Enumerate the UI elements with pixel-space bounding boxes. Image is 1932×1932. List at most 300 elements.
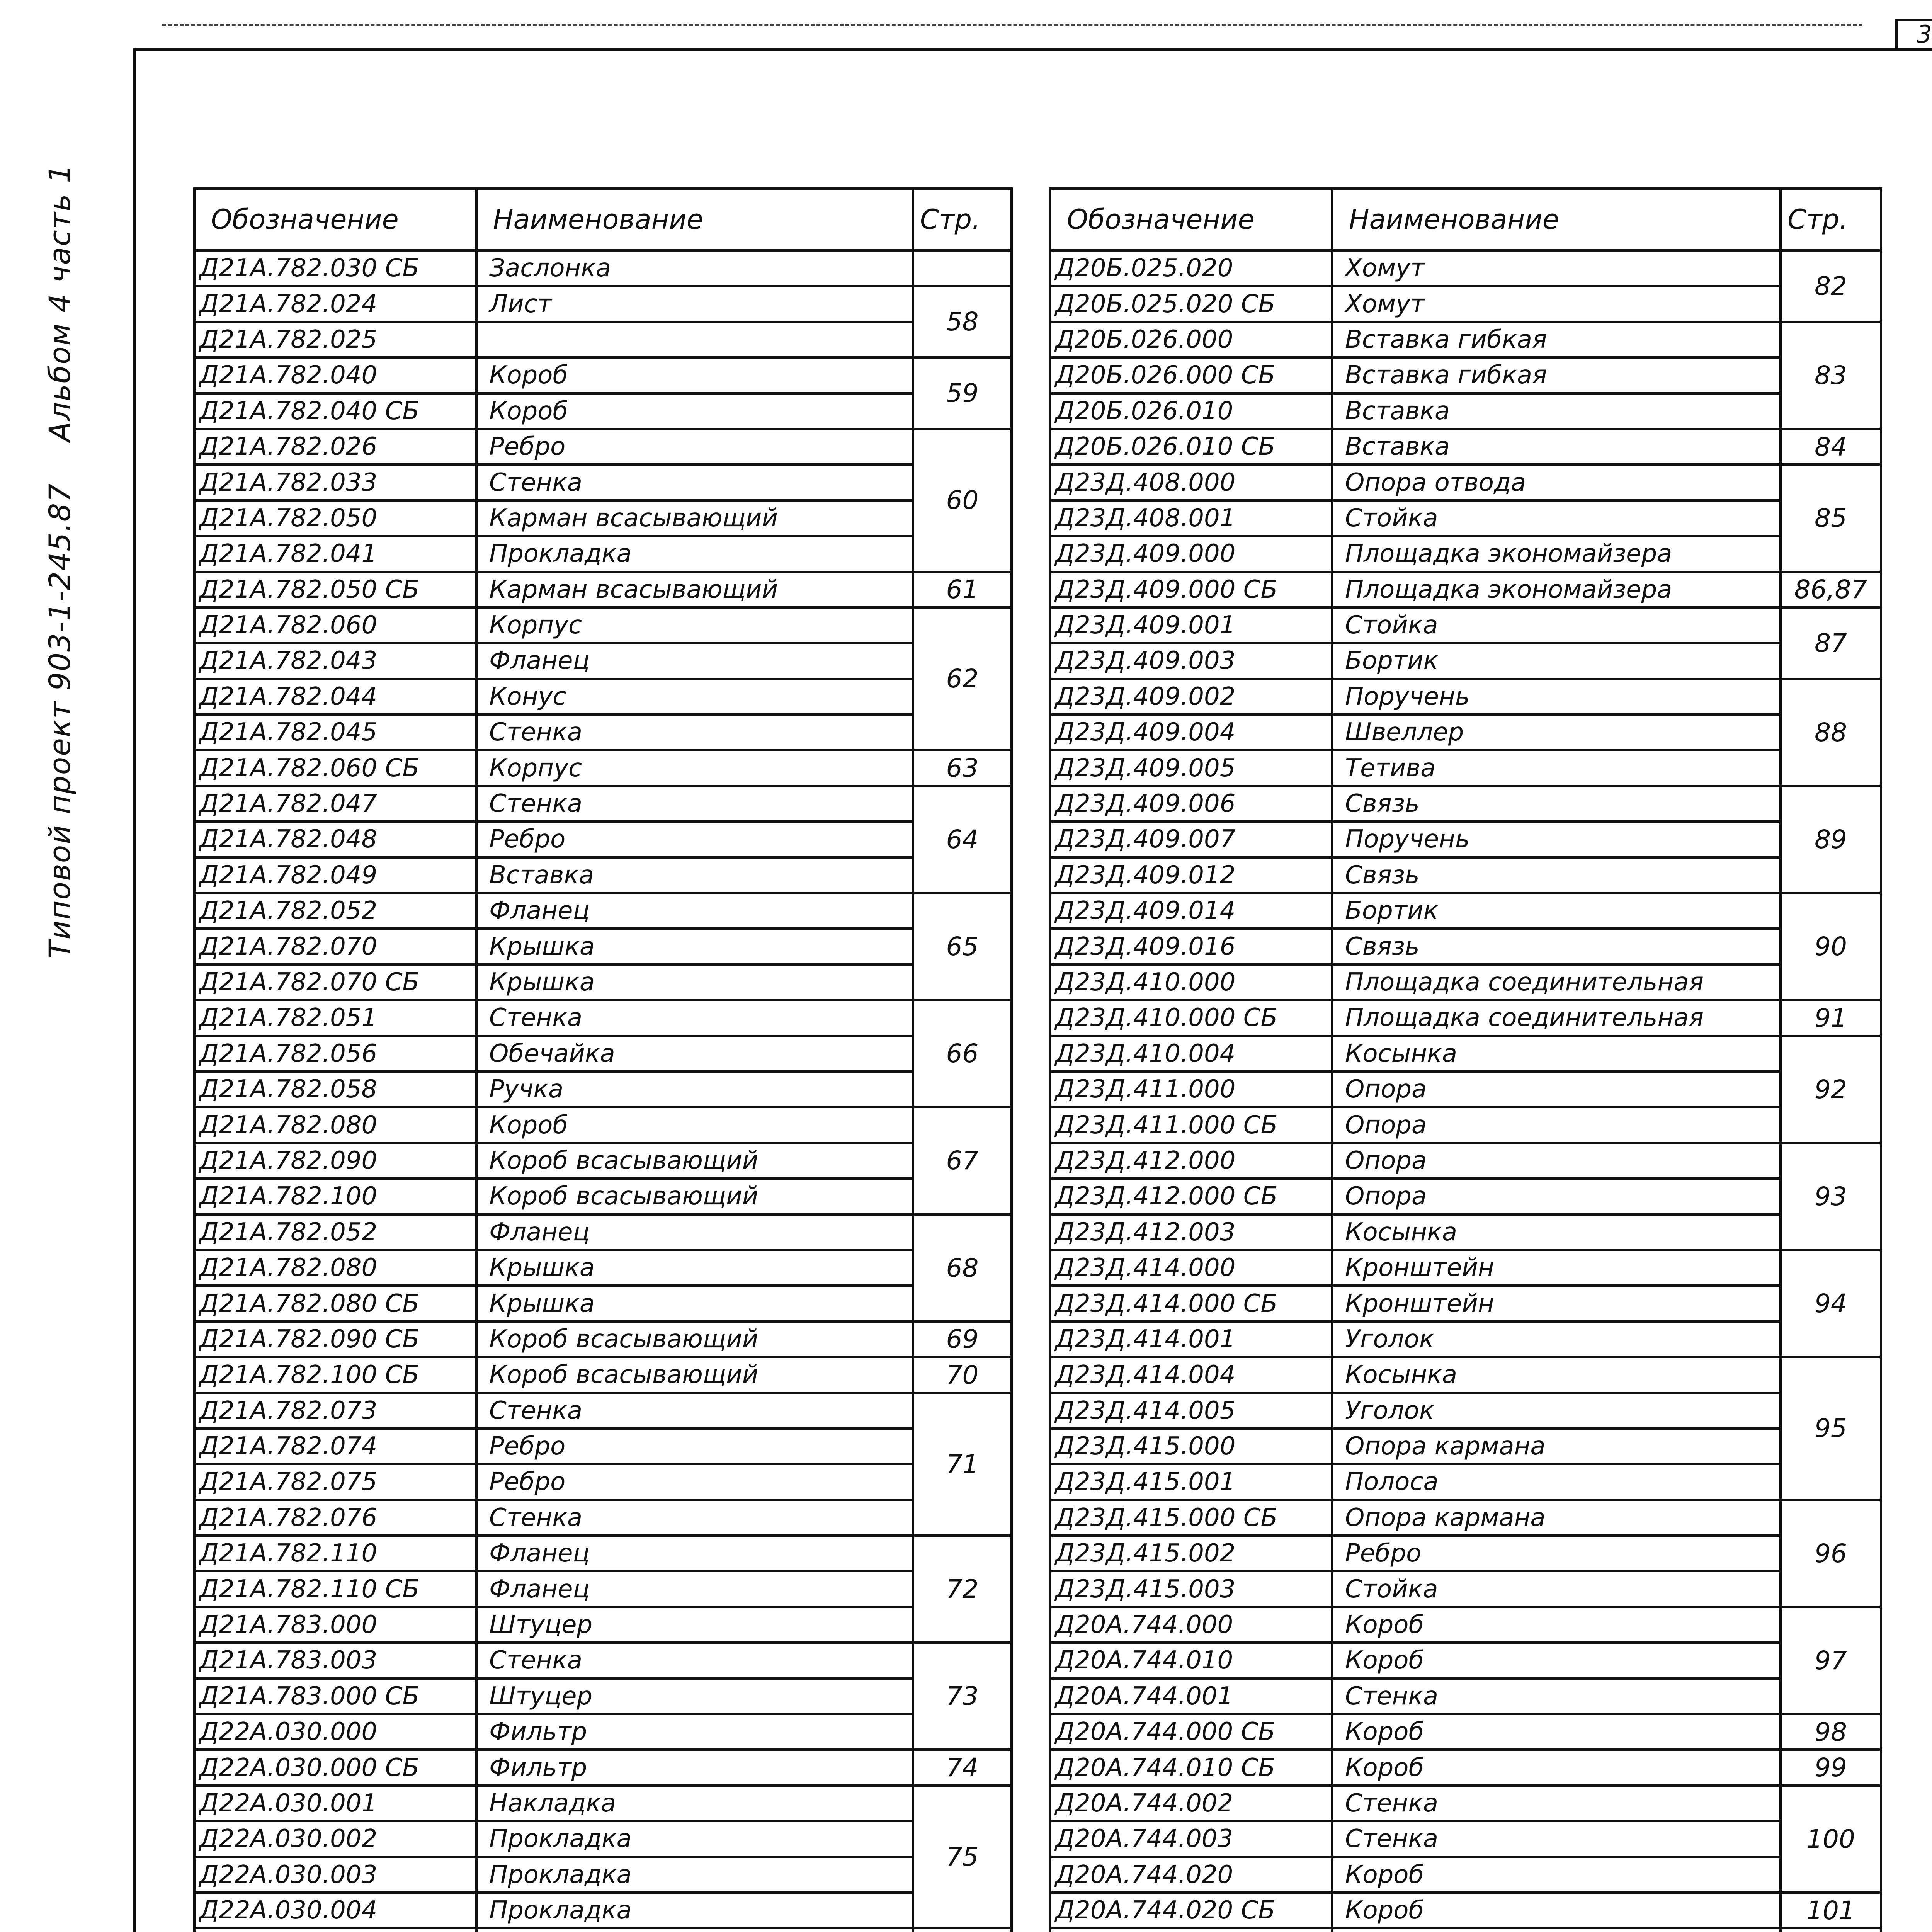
designation-cell: Д20А.744.000 [1050, 1607, 1332, 1643]
name-cell: Связь [1332, 857, 1781, 893]
sheet-number: 3 [1895, 19, 1932, 50]
designation-cell: Д21А.782.052 [194, 1214, 476, 1250]
table-row [194, 1000, 1012, 1036]
page-cell [1781, 1928, 1881, 1932]
page-cell: 58 [913, 286, 1012, 357]
page-cell: 85 [1781, 464, 1881, 571]
name-cell: Площадка соединительная [1332, 1000, 1781, 1036]
designation-cell: Д21А.782.051 [194, 1000, 476, 1036]
table-row [194, 1250, 1012, 1286]
designation-cell: Д21А.782.070 [194, 929, 476, 964]
page-cell: 82 [1781, 250, 1881, 322]
name-cell: Вставка гибкая [1332, 357, 1781, 393]
page-cell: 101 [1781, 1893, 1881, 1928]
designation-cell: Д21А.782.075 [194, 1464, 476, 1500]
designation-cell: Д23Д.414.005 [1050, 1393, 1332, 1429]
table-row [194, 572, 1012, 607]
table-row [194, 1928, 1012, 1932]
designation-cell: Д22А.030.004 [194, 1893, 476, 1928]
designation-cell: Д23Д.410.000 СБ [1050, 1000, 1332, 1036]
table-row [1050, 750, 1881, 786]
table-row [1050, 929, 1881, 964]
designation-cell: Д21А.782.049 [194, 857, 476, 893]
designation-cell: Д20А.744.003 [1050, 1821, 1332, 1857]
designation-cell: Д21А.782.033 [194, 464, 476, 500]
header-name: Наименование [476, 189, 913, 250]
name-cell: Опора [1332, 1143, 1781, 1179]
name-cell: Стойка [1332, 607, 1781, 643]
designation-cell: Д23Д.415.003 [1050, 1571, 1332, 1607]
name-cell: Стенка [476, 714, 913, 750]
table-row [194, 1786, 1012, 1821]
table-row [1050, 536, 1881, 571]
table-row [1050, 1000, 1881, 1036]
table-row [1050, 1928, 1881, 1932]
page-cell: 70 [913, 1357, 1012, 1393]
page-cell: 83 [1781, 322, 1881, 429]
designation-cell: Д21А.782.045 [194, 714, 476, 750]
table-row [194, 1214, 1012, 1250]
designation-cell: Д21А.782.056 [194, 1036, 476, 1071]
designation-cell: Д20А.744.020 [1050, 1857, 1332, 1893]
page-cell: 59 [913, 357, 1012, 429]
table-row [1050, 1821, 1881, 1857]
name-cell: Тетива [1332, 750, 1781, 786]
name-cell: Вставка гибкая [1332, 322, 1781, 357]
designation-cell: Д23Д.409.000 СБ [1050, 572, 1332, 607]
designation-cell: Д23Д.409.016 [1050, 929, 1332, 964]
name-cell: Бортик [1332, 893, 1781, 929]
table-row [1050, 322, 1881, 357]
table-row [1050, 1714, 1881, 1750]
name-cell: Фильтр [476, 1750, 913, 1785]
page-cell: 64 [913, 786, 1012, 893]
page-cell: 89 [1781, 786, 1881, 893]
designation-cell: Д20Б.026.000 СБ [1050, 357, 1332, 393]
designation-cell: Д23Д.415.002 [1050, 1536, 1332, 1571]
name-cell: Фланец [476, 893, 913, 929]
name-cell: Корпус [476, 607, 913, 643]
table-row [1050, 1571, 1881, 1607]
name-cell: Крышка [476, 964, 913, 1000]
header-designation: Обозначение [1050, 189, 1332, 250]
designation-cell: Д23Д.409.006 [1050, 786, 1332, 821]
name-cell: Ребро [476, 1429, 913, 1464]
page-cell: 75 [913, 1786, 1012, 1929]
table-row [194, 1571, 1012, 1607]
designation-cell: Д22А.030.001 [194, 1786, 476, 1821]
side-album: Альбом 4 часть 1 [43, 163, 77, 442]
name-cell: Вставка [1332, 393, 1781, 429]
name-cell: Карман всасывающий [476, 572, 913, 607]
name-cell: Короб всасывающий [476, 1143, 913, 1179]
name-cell: Прокладка [476, 1893, 913, 1928]
name-cell: Фильтр [476, 1714, 913, 1750]
right-header-row [1050, 189, 1881, 250]
designation-cell: Д23Д.409.002 [1050, 679, 1332, 714]
table-row [1050, 893, 1881, 929]
name-cell: Штуцер [476, 1679, 913, 1714]
table-row [1050, 857, 1881, 893]
name-cell: Ребро [476, 1464, 913, 1500]
name-cell: Ребро [1332, 1536, 1781, 1571]
table-row [194, 1179, 1012, 1214]
page-cell: 65 [913, 893, 1012, 1000]
side-label [43, 163, 81, 958]
name-cell: Стенка [476, 1393, 913, 1429]
name-cell: Поручень [1332, 821, 1781, 857]
name-cell: Корпус [476, 750, 913, 786]
name-cell: Кронштейн [1332, 1286, 1781, 1321]
table-row [194, 1714, 1012, 1750]
table-row [1050, 1750, 1881, 1785]
table-row [194, 1536, 1012, 1571]
table-row [194, 929, 1012, 964]
table-row [1050, 429, 1881, 464]
page-cell: 68 [913, 1214, 1012, 1321]
designation-cell [194, 1928, 476, 1932]
designation-cell: Д21А.782.080 [194, 1250, 476, 1286]
page-cell: 67 [913, 1107, 1012, 1214]
designation-cell: Д21А.782.090 [194, 1143, 476, 1179]
designation-cell: Д20А.744.020 СБ [1050, 1893, 1332, 1928]
table-row [1050, 1393, 1881, 1429]
name-cell: Короб [1332, 1857, 1781, 1893]
designation-cell: Д23Д.409.004 [1050, 714, 1332, 750]
designation-cell: Д21А.782.043 [194, 643, 476, 679]
name-cell: Короб [1332, 1893, 1781, 1928]
table-row [1050, 1036, 1881, 1071]
table-row [1050, 1857, 1881, 1893]
table-row [194, 250, 1012, 286]
name-cell: Косынка [1332, 1357, 1781, 1393]
name-cell: Короб [1332, 1750, 1781, 1785]
designation-cell: Д21А.782.048 [194, 821, 476, 857]
name-cell: Фланец [476, 643, 913, 679]
table-row [1050, 1107, 1881, 1143]
designation-cell: Д21А.782.041 [194, 536, 476, 571]
name-cell: Штуцер [476, 1607, 913, 1643]
designation-cell: Д21А.782.070 СБ [194, 964, 476, 1000]
designation-cell: Д21А.782.050 [194, 500, 476, 536]
table-row [194, 357, 1012, 393]
name-cell: Опора отвода [1332, 464, 1781, 500]
table-row [1050, 1893, 1881, 1928]
designation-cell: Д21А.782.047 [194, 786, 476, 821]
page-cell: 66 [913, 1000, 1012, 1107]
name-cell: Вставка [476, 857, 913, 893]
designation-cell: Д21А.782.044 [194, 679, 476, 714]
left-spec-table [193, 187, 1013, 1932]
designation-cell: Д20Б.026.010 [1050, 393, 1332, 429]
designation-cell: Д23Д.409.014 [1050, 893, 1332, 929]
designation-cell: Д20Б.026.010 СБ [1050, 429, 1332, 464]
table-row [1050, 643, 1881, 679]
table-row [194, 1679, 1012, 1714]
table-row [194, 1357, 1012, 1393]
name-cell: Фланец [476, 1571, 913, 1607]
name-cell: Конус [476, 679, 913, 714]
page-cell: 98 [1781, 1714, 1881, 1750]
designation-cell: Д21А.783.000 [194, 1607, 476, 1643]
designation-cell: Д22А.030.000 [194, 1714, 476, 1750]
designation-cell: Д23Д.408.001 [1050, 500, 1332, 536]
name-cell: Короб всасывающий [476, 1321, 913, 1357]
name-cell: Прокладка [476, 1821, 913, 1857]
header-designation: Обозначение [194, 189, 476, 250]
name-cell: Площадка экономайзера [1332, 572, 1781, 607]
name-cell: Ручка [476, 1071, 913, 1107]
table-row [1050, 1679, 1881, 1714]
designation-cell: Д21А.782.110 СБ [194, 1571, 476, 1607]
designation-cell: Д22А.030.003 [194, 1857, 476, 1893]
table-row [1050, 786, 1881, 821]
designation-cell: Д20Б.026.000 [1050, 322, 1332, 357]
table-row [194, 1643, 1012, 1678]
page-cell: 93 [1781, 1143, 1881, 1250]
table-row [194, 821, 1012, 857]
page-cell: 61 [913, 572, 1012, 607]
name-cell: Стойка [1332, 500, 1781, 536]
page-cell: 72 [913, 1536, 1012, 1643]
table-row [1050, 464, 1881, 500]
table-row [1050, 714, 1881, 750]
table-row [194, 1607, 1012, 1643]
right-spec-table [1049, 187, 1882, 1932]
name-cell: Площадка экономайзера [1332, 536, 1781, 571]
page-cell: 86,87 [1781, 572, 1881, 607]
table-row [194, 643, 1012, 679]
table-row [194, 1429, 1012, 1464]
designation-cell: Д23Д.410.000 [1050, 964, 1332, 1000]
designation-cell: Д23Д.409.005 [1050, 750, 1332, 786]
designation-cell: Д23Д.414.000 [1050, 1250, 1332, 1286]
designation-cell: Д21А.782.076 [194, 1500, 476, 1536]
name-cell: Полоса [1332, 1464, 1781, 1500]
name-cell [476, 322, 913, 357]
name-cell: Короб [476, 1107, 913, 1143]
name-cell: Короб всасывающий [476, 1357, 913, 1393]
table-row [1050, 1786, 1881, 1821]
designation-cell: Д23Д.415.000 [1050, 1429, 1332, 1464]
table-row [194, 1857, 1012, 1893]
designation-cell: Д23Д.409.003 [1050, 643, 1332, 679]
designation-cell: Д21А.782.074 [194, 1429, 476, 1464]
designation-cell: Д23Д.411.000 [1050, 1071, 1332, 1107]
name-cell: Короб [476, 393, 913, 429]
name-cell: Стенка [476, 1000, 913, 1036]
designation-cell: Д21А.782.025 [194, 322, 476, 357]
page-cell: 73 [913, 1643, 1012, 1750]
name-cell: Ребро [476, 429, 913, 464]
name-cell: Короб [1332, 1607, 1781, 1643]
designation-cell: Д21А.782.026 [194, 429, 476, 464]
designation-cell: Д21А.782.090 СБ [194, 1321, 476, 1357]
side-project: Типовой проект 903-1-245.87 [43, 483, 77, 958]
table-row [1050, 1643, 1881, 1678]
page-cell: 92 [1781, 1036, 1881, 1143]
designation-cell: Д21А.782.040 СБ [194, 393, 476, 429]
table-row [1050, 1357, 1881, 1393]
page-cell: 99 [1781, 1750, 1881, 1785]
name-cell: Стенка [476, 1643, 913, 1678]
name-cell: Накладка [476, 1786, 913, 1821]
designation-cell: Д20Б.025.020 СБ [1050, 286, 1332, 321]
designation-cell: Д22А.030.002 [194, 1821, 476, 1857]
name-cell: Прокладка [476, 536, 913, 571]
name-cell: Косынка [1332, 1036, 1781, 1071]
left-header-row [194, 189, 1012, 250]
name-cell: Короб [1332, 1714, 1781, 1750]
name-cell: Фланец [476, 1214, 913, 1250]
table-row [194, 1821, 1012, 1857]
table-row [194, 1893, 1012, 1928]
table-row [1050, 572, 1881, 607]
table-row [194, 893, 1012, 929]
name-cell: Уголок [1332, 1321, 1781, 1357]
designation-cell: Д23Д.414.000 СБ [1050, 1286, 1332, 1321]
designation-cell: Д20А.744.002 [1050, 1786, 1332, 1821]
name-cell: Бортик [1332, 643, 1781, 679]
designation-cell: Д23Д.409.012 [1050, 857, 1332, 893]
page-cell: 60 [913, 429, 1012, 572]
designation-cell: Д21А.782.024 [194, 286, 476, 321]
name-cell: Стойка [1332, 1571, 1781, 1607]
page-cell: 97 [1781, 1607, 1881, 1714]
table-row [1050, 1250, 1881, 1286]
designation-cell: Д23Д.412.000 [1050, 1143, 1332, 1179]
designation-cell: Д21А.782.052 [194, 893, 476, 929]
table-row [194, 500, 1012, 536]
name-cell: Крышка [476, 929, 913, 964]
table-row [194, 286, 1012, 321]
designation-cell: Д23Д.412.000 СБ [1050, 1179, 1332, 1214]
name-cell: Обечайка [476, 1036, 913, 1071]
designation-cell: Д21А.782.100 [194, 1179, 476, 1214]
table-row [194, 1036, 1012, 1071]
designation-cell: Д20Б.025.020 [1050, 250, 1332, 286]
page-cell: 90 [1781, 893, 1881, 1000]
name-cell: Стенка [476, 1500, 913, 1536]
name-cell: Вставка [1332, 429, 1781, 464]
name-cell: Ребро [476, 821, 913, 857]
table-row [194, 1071, 1012, 1107]
table-row [1050, 286, 1881, 321]
designation-cell: Д21А.782.100 СБ [194, 1357, 476, 1393]
designation-cell [1050, 1928, 1332, 1932]
table-row [194, 1464, 1012, 1500]
name-cell: Крышка [476, 1286, 913, 1321]
table-row [1050, 1500, 1881, 1536]
table-row [194, 750, 1012, 786]
name-cell: Лист [476, 286, 913, 321]
table-row [194, 1107, 1012, 1143]
table-row [1050, 1071, 1881, 1107]
designation-cell: Д21А.782.050 СБ [194, 572, 476, 607]
table-row [194, 786, 1012, 821]
name-cell: Карман всасывающий [476, 500, 913, 536]
name-cell: Фланец [476, 1536, 913, 1571]
name-cell: Стенка [1332, 1679, 1781, 1714]
designation-cell: Д23Д.409.007 [1050, 821, 1332, 857]
designation-cell: Д23Д.411.000 СБ [1050, 1107, 1332, 1143]
name-cell: Кронштейн [1332, 1250, 1781, 1286]
table-row [194, 1500, 1012, 1536]
table-row [194, 322, 1012, 357]
name-cell: Уголок [1332, 1393, 1781, 1429]
designation-cell: Д21А.782.080 [194, 1107, 476, 1143]
page-cell: 71 [913, 1393, 1012, 1536]
name-cell: Хомут [1332, 286, 1781, 321]
name-cell [1332, 1928, 1781, 1932]
designation-cell: Д20А.744.010 СБ [1050, 1750, 1332, 1785]
table-row [1050, 250, 1881, 286]
designation-cell: Д23Д.410.004 [1050, 1036, 1332, 1071]
table-row [194, 857, 1012, 893]
name-cell: Опора [1332, 1107, 1781, 1143]
table-row [194, 1750, 1012, 1785]
designation-cell: Д21А.782.060 СБ [194, 750, 476, 786]
page-cell: 87 [1781, 607, 1881, 679]
table-row [194, 964, 1012, 1000]
name-cell: Площадка соединительная [1332, 964, 1781, 1000]
designation-cell: Д23Д.409.000 [1050, 536, 1332, 571]
table-row [1050, 393, 1881, 429]
table-row [1050, 1179, 1881, 1214]
table-row [1050, 821, 1881, 857]
name-cell: Стенка [1332, 1821, 1781, 1857]
name-cell: Швеллер [1332, 714, 1781, 750]
table-row [1050, 1214, 1881, 1250]
name-cell: Связь [1332, 929, 1781, 964]
name-cell: Опора [1332, 1179, 1781, 1214]
designation-cell: Д21А.782.080 СБ [194, 1286, 476, 1321]
name-cell: Короб всасывающий [476, 1179, 913, 1214]
designation-cell: Д21А.782.073 [194, 1393, 476, 1429]
name-cell: Связь [1332, 786, 1781, 821]
name-cell: Косынка [1332, 1214, 1781, 1250]
designation-cell: Д23Д.415.001 [1050, 1464, 1332, 1500]
page-cell: 100 [1781, 1786, 1881, 1893]
page-cell: 69 [913, 1321, 1012, 1357]
name-cell: Заслонка [476, 250, 913, 286]
page-cell: 62 [913, 607, 1012, 750]
designation-cell: Д20А.744.001 [1050, 1679, 1332, 1714]
name-cell: Поручень [1332, 679, 1781, 714]
name-cell: Стенка [476, 786, 913, 821]
name-cell: Опора кармана [1332, 1429, 1781, 1464]
page-cell: 84 [1781, 429, 1881, 464]
table-row [194, 464, 1012, 500]
table-row [1050, 1536, 1881, 1571]
table-row [194, 607, 1012, 643]
designation-cell: Д23Д.414.004 [1050, 1357, 1332, 1393]
header-name: Наименование [1332, 189, 1781, 250]
page-cell: 88 [1781, 679, 1881, 786]
designation-cell: Д21А.782.058 [194, 1071, 476, 1107]
page-cell [913, 250, 1012, 286]
name-cell: Опора [1332, 1071, 1781, 1107]
table-row [194, 429, 1012, 464]
table-row [194, 393, 1012, 429]
name-cell: Короб [1332, 1643, 1781, 1678]
table-row [1050, 964, 1881, 1000]
table-row [194, 1321, 1012, 1357]
table-row [1050, 1286, 1881, 1321]
table-row [1050, 357, 1881, 393]
designation-cell: Д23Д.408.000 [1050, 464, 1332, 500]
name-cell: Стенка [476, 464, 913, 500]
